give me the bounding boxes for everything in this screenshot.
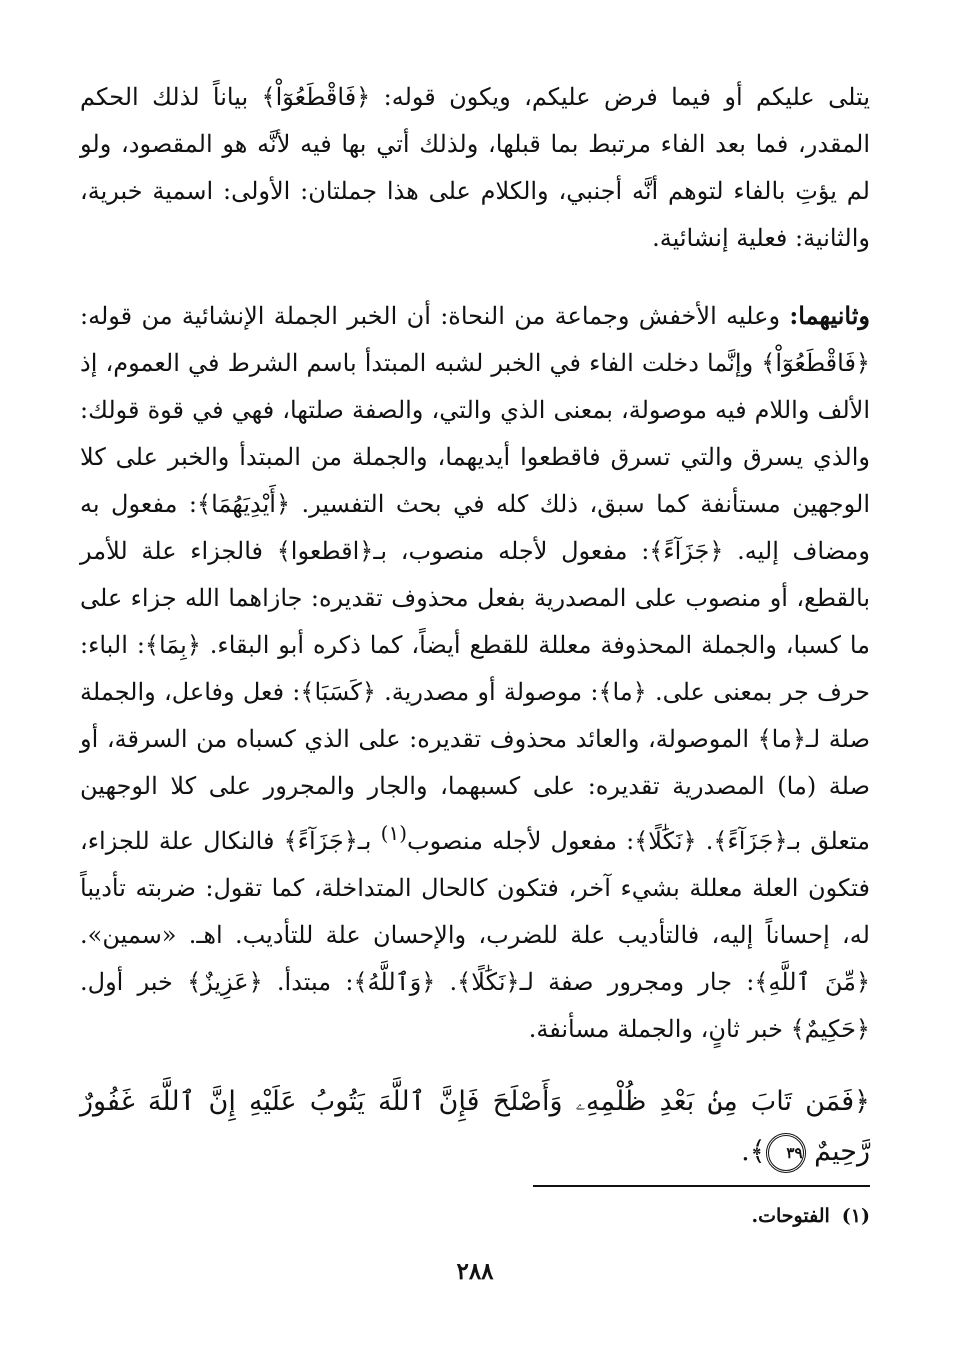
verse-closing: ﴾. — [741, 1136, 766, 1167]
ayah-number-medallion: ٣٩ — [766, 1133, 806, 1173]
footnote — [80, 1198, 870, 1234]
verse-text: ﴿فَمَن تَابَ مِنۢ بَعْدِ ظُلْمِهِۦ وَأَصْلَحَ فَإِنَّ ٱللَّهَ يَتُوبُ عَلَيْهِ إِنَّ ٱللَّهَ غَفُورٌ رَّحِيمٌ — [80, 1086, 870, 1167]
footnote-text: الفتوحات. — [751, 1205, 830, 1227]
footnote-number: (١) — [841, 1205, 870, 1227]
footnote-divider — [533, 1185, 870, 1187]
paragraph-2 — [80, 292, 870, 1053]
paragraph-1 — [80, 74, 870, 262]
paragraph-2-lead: وثانيهما: — [789, 301, 870, 330]
quran-verse — [80, 1077, 870, 1177]
footnote-reference: (١) — [380, 821, 408, 845]
paragraph-2-text: وعليه الأخفش وجماعة من النحاة: أن الخبر الجملة الإنشائية من قوله: ﴿فَاقْطَعُوٓاْ﴾ وإنَّما دخلت الفاء في الخبر لشبه المبتدأ باسم الشرط في العموم، إذ الألف واللام فيه موصولة، بمعنى الذي والتي، والصفة صلتها، فهي في قوة قولك: والذي يسرق والتي تسرق فاقطعوا أيديهما، والجملة من المبتدأ والخبر على كلا الوجهين مستأنفة كما سبق، ذلك كله في بحث التفسير. ﴿أَيْدِيَهُمَا﴾: مفعول به ومضاف إليه. ﴿جَزَآءً﴾: مفعول لأجله منصوب، بـ﴿اقطعوا﴾ فالجزاء علة للأمر بالقطع، أو منصوب على المصدرية بفعل محذوف تقديره: جازاهما الله جزاء على ما كسبا، والجملة المحذوفة معللة للقطع أيضاً، كما ذكره أبو البقاء. ﴿بِمَا﴾: الباء: حرف جر بمعنى على. ﴿ما﴾: موصولة أو مصدرية. ﴿كَسَبَا﴾: فعل وفاعل، والجملة صلة لـ﴿ما﴾ الموصولة، والعائد محذوف تقديره: على الذي كسباه من السرقة، أو صلة (ما) المصدرية تقديره: على كسبهما، والجار والمجرور على كلا الوجهين متعلق بـ﴿جَزَآءً﴾. ﴿نَكَٰلًا﴾: مفعول لأجله منصوب — [80, 302, 871, 855]
page — [80, 74, 870, 1304]
paragraph-2-text-after: بـ﴿جَزَآءً﴾ فالنكال علة للجزاء، فتكون العلة معللة بشيء آخر، فتكون كالحال المتداخلة، كما تقول: ضربته تأديباً له، إحساناً إليه، فالتأديب علة للضرب، والإحسان علة للتأديب. اهـ. «سمين». ﴿مِّنَ ٱللَّهِ﴾: جار ومجرور صفة لـ﴿نَكَٰلًا﴾. ﴿وَٱللَّهُ﴾: مبتدأ. ﴿عَزِيزٌ﴾ خبر أول. ﴿حَكِيمٌ﴾ خبر ثانٍ، والجملة مسأنفة. — [80, 827, 870, 1043]
paragraph-1-text: يتلى عليكم أو فيما فرض عليكم، ويكون قوله: ﴿فَاقْطَعُوٓاْ﴾ بياناً لذلك الحكم المقدر، فما بعد الفاء مرتبط بما قبلها، ولذلك أتي بها فيه لأنَّه هو المقصود، ولو لم يؤتِ بالفاء لتوهم أنَّه أجنبي، والكلام على هذا جملتان: الأولى: اسمية خبرية، والثانية: فعلية إنشائية. — [80, 83, 870, 252]
page-number: ٢٨٨ — [456, 1258, 494, 1285]
